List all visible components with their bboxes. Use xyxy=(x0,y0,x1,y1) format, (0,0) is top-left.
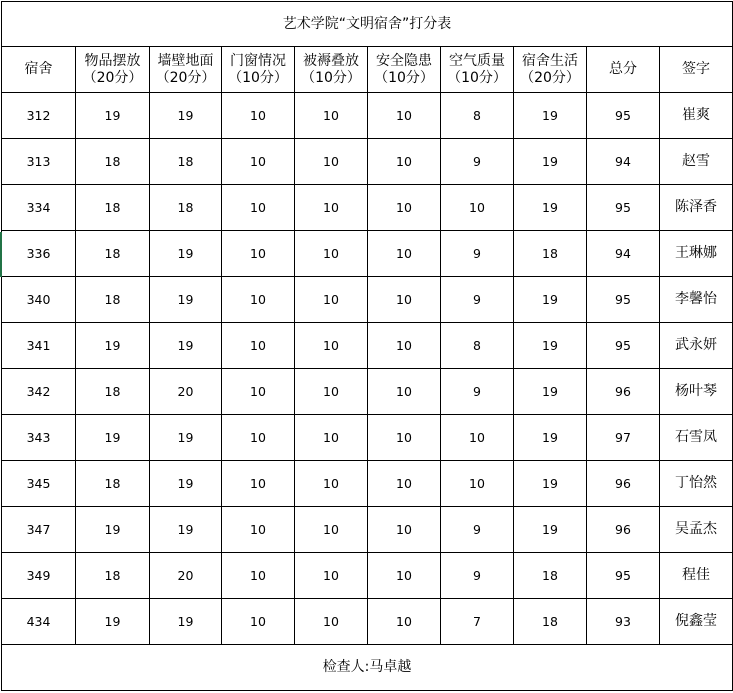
cell-dorm-life[interactable]: 19 xyxy=(514,369,587,415)
cell-safety[interactable]: 10 xyxy=(368,599,441,645)
cell-bedding[interactable]: 10 xyxy=(295,231,368,277)
cell-air-quality[interactable]: 10 xyxy=(441,415,514,461)
table-row xyxy=(2,323,733,369)
cell-walls-floor[interactable]: 19 xyxy=(150,461,222,507)
cell-doors-windows[interactable]: 10 xyxy=(222,599,295,645)
table-row xyxy=(2,415,733,461)
cell-safety[interactable]: 10 xyxy=(368,323,441,369)
cell-doors-windows[interactable]: 10 xyxy=(222,369,295,415)
cell-dorm[interactable]: 313 xyxy=(2,139,76,185)
table-row xyxy=(2,553,733,599)
cell-signature[interactable]: 杨叶琴 xyxy=(660,369,733,415)
cell-bedding[interactable]: 10 xyxy=(295,93,368,139)
cell-dorm[interactable]: 340 xyxy=(2,277,76,323)
cell-dorm[interactable]: 334 xyxy=(2,185,76,231)
cell-walls-floor[interactable]: 19 xyxy=(150,323,222,369)
header-row xyxy=(2,47,733,93)
cell-items[interactable]: 18 xyxy=(76,369,150,415)
cell-walls-floor[interactable]: 18 xyxy=(150,185,222,231)
cell-dorm[interactable]: 343 xyxy=(2,415,76,461)
cell-air-quality[interactable]: 9 xyxy=(441,139,514,185)
cell-items[interactable]: 19 xyxy=(76,599,150,645)
active-cell-indicator xyxy=(0,232,2,277)
cell-dorm-life[interactable]: 18 xyxy=(514,231,587,277)
table-row xyxy=(2,93,733,139)
cell-dorm[interactable]: 342 xyxy=(2,369,76,415)
cell-dorm[interactable]: 341 xyxy=(2,323,76,369)
cell-dorm-life[interactable]: 19 xyxy=(514,185,587,231)
cell-bedding[interactable]: 10 xyxy=(295,277,368,323)
cell-doors-windows[interactable]: 10 xyxy=(222,139,295,185)
cell-walls-floor[interactable]: 19 xyxy=(150,277,222,323)
cell-total[interactable]: 95 xyxy=(587,93,660,139)
cell-total[interactable]: 95 xyxy=(587,553,660,599)
cell-items[interactable]: 18 xyxy=(76,553,150,599)
cell-dorm[interactable]: 345 xyxy=(2,461,76,507)
inspector-footer[interactable]: 检查人:马卓越 xyxy=(2,645,733,691)
cell-signature[interactable]: 程佳 xyxy=(660,553,733,599)
cell-doors-windows[interactable]: 10 xyxy=(222,507,295,553)
cell-doors-windows[interactable]: 10 xyxy=(222,277,295,323)
cell-safety[interactable]: 10 xyxy=(368,185,441,231)
cell-walls-floor[interactable]: 20 xyxy=(150,369,222,415)
cell-safety[interactable]: 10 xyxy=(368,461,441,507)
cell-bedding[interactable]: 10 xyxy=(295,139,368,185)
cell-safety[interactable]: 10 xyxy=(368,231,441,277)
cell-doors-windows[interactable]: 10 xyxy=(222,461,295,507)
cell-dorm-life[interactable]: 19 xyxy=(514,461,587,507)
header-cell-safety[interactable]: 安全隐患 （10分） xyxy=(368,47,441,93)
table-row xyxy=(2,599,733,645)
cell-walls-floor[interactable]: 19 xyxy=(150,93,222,139)
cell-signature[interactable]: 武永妍 xyxy=(660,323,733,369)
cell-total[interactable]: 94 xyxy=(587,231,660,277)
cell-dorm-life[interactable]: 19 xyxy=(514,415,587,461)
sheet-title[interactable]: 艺术学院“文明宿舍”打分表 xyxy=(2,2,733,47)
cell-signature[interactable]: 王琳娜 xyxy=(660,231,733,277)
cell-dorm[interactable]: 347 xyxy=(2,507,76,553)
cell-walls-floor[interactable]: 19 xyxy=(150,599,222,645)
table-row xyxy=(2,507,733,553)
cell-signature[interactable]: 倪鑫莹 xyxy=(660,599,733,645)
table-row xyxy=(2,139,733,185)
cell-air-quality[interactable]: 9 xyxy=(441,553,514,599)
cell-dorm-life[interactable]: 19 xyxy=(514,323,587,369)
cell-signature[interactable]: 丁怡然 xyxy=(660,461,733,507)
cell-walls-floor[interactable]: 20 xyxy=(150,553,222,599)
cell-dorm-life[interactable]: 19 xyxy=(514,277,587,323)
table-row xyxy=(2,231,733,277)
header-cell-signature[interactable]: 签字 xyxy=(660,47,733,93)
cell-dorm[interactable]: 434 xyxy=(2,599,76,645)
cell-signature[interactable]: 吴孟杰 xyxy=(660,507,733,553)
cell-bedding[interactable]: 10 xyxy=(295,185,368,231)
cell-total[interactable]: 93 xyxy=(587,599,660,645)
header-cell-doors-windows[interactable]: 门窗情况 （10分） xyxy=(222,47,295,93)
cell-safety[interactable]: 10 xyxy=(368,93,441,139)
cell-total[interactable]: 97 xyxy=(587,415,660,461)
cell-dorm-life[interactable]: 19 xyxy=(514,139,587,185)
cell-walls-floor[interactable]: 19 xyxy=(150,231,222,277)
cell-air-quality[interactable]: 10 xyxy=(441,185,514,231)
cell-items[interactable]: 19 xyxy=(76,415,150,461)
cell-bedding[interactable]: 10 xyxy=(295,369,368,415)
cell-safety[interactable]: 10 xyxy=(368,369,441,415)
cell-items[interactable]: 18 xyxy=(76,277,150,323)
cell-air-quality[interactable]: 8 xyxy=(441,323,514,369)
cell-items[interactable]: 19 xyxy=(76,323,150,369)
cell-dorm[interactable]: 336 xyxy=(2,231,76,277)
header-cell-air-quality[interactable]: 空气质量 （10分） xyxy=(441,47,514,93)
cell-items[interactable]: 18 xyxy=(76,231,150,277)
cell-air-quality[interactable]: 8 xyxy=(441,93,514,139)
cell-dorm-life[interactable]: 19 xyxy=(514,93,587,139)
cell-total[interactable]: 94 xyxy=(587,139,660,185)
header-cell-bedding[interactable]: 被褥叠放 （10分） xyxy=(295,47,368,93)
cell-air-quality[interactable]: 9 xyxy=(441,369,514,415)
cell-air-quality[interactable]: 9 xyxy=(441,231,514,277)
cell-doors-windows[interactable]: 10 xyxy=(222,185,295,231)
header-cell-dorm-life[interactable]: 宿舍生活 （20分） xyxy=(514,47,587,93)
cell-items[interactable]: 18 xyxy=(76,185,150,231)
cell-items[interactable]: 19 xyxy=(76,93,150,139)
cell-air-quality[interactable]: 9 xyxy=(441,277,514,323)
header-cell-total[interactable]: 总分 xyxy=(587,47,660,93)
cell-safety[interactable]: 10 xyxy=(368,277,441,323)
cell-bedding[interactable]: 10 xyxy=(295,415,368,461)
cell-doors-windows[interactable]: 10 xyxy=(222,231,295,277)
cell-items[interactable]: 18 xyxy=(76,461,150,507)
cell-doors-windows[interactable]: 10 xyxy=(222,323,295,369)
cell-safety[interactable]: 10 xyxy=(368,415,441,461)
cell-dorm-life[interactable]: 18 xyxy=(514,553,587,599)
cell-air-quality[interactable]: 9 xyxy=(441,507,514,553)
cell-dorm[interactable]: 349 xyxy=(2,553,76,599)
cell-total[interactable]: 95 xyxy=(587,323,660,369)
table-row xyxy=(2,369,733,415)
cell-air-quality[interactable]: 7 xyxy=(441,599,514,645)
cell-signature[interactable]: 李馨怡 xyxy=(660,277,733,323)
cell-signature[interactable]: 石雪凤 xyxy=(660,415,733,461)
cell-total[interactable]: 95 xyxy=(587,277,660,323)
cell-bedding[interactable]: 10 xyxy=(295,507,368,553)
cell-total[interactable]: 96 xyxy=(587,369,660,415)
cell-walls-floor[interactable]: 19 xyxy=(150,507,222,553)
cell-bedding[interactable]: 10 xyxy=(295,323,368,369)
cell-dorm-life[interactable]: 19 xyxy=(514,507,587,553)
cell-air-quality[interactable]: 10 xyxy=(441,461,514,507)
cell-items[interactable]: 19 xyxy=(76,507,150,553)
header-cell-walls-floor[interactable]: 墙壁地面 （20分） xyxy=(150,47,222,93)
table-row xyxy=(2,185,733,231)
table-row xyxy=(2,277,733,323)
cell-safety[interactable]: 10 xyxy=(368,507,441,553)
cell-signature[interactable]: 陈泽香 xyxy=(660,185,733,231)
cell-bedding[interactable]: 10 xyxy=(295,553,368,599)
cell-doors-windows[interactable]: 10 xyxy=(222,415,295,461)
cell-safety[interactable]: 10 xyxy=(368,553,441,599)
cell-doors-windows[interactable]: 10 xyxy=(222,553,295,599)
cell-safety[interactable]: 10 xyxy=(368,139,441,185)
cell-dorm-life[interactable]: 18 xyxy=(514,599,587,645)
cell-bedding[interactable]: 10 xyxy=(295,461,368,507)
score-table xyxy=(1,1,733,691)
table-row xyxy=(2,461,733,507)
cell-total[interactable]: 95 xyxy=(587,185,660,231)
cell-doors-windows[interactable]: 10 xyxy=(222,93,295,139)
cell-walls-floor[interactable]: 19 xyxy=(150,415,222,461)
cell-signature[interactable]: 崔爽 xyxy=(660,93,733,139)
cell-signature[interactable]: 赵雪 xyxy=(660,139,733,185)
header-cell-dorm[interactable]: 宿舍 xyxy=(2,47,76,93)
cell-items[interactable]: 18 xyxy=(76,139,150,185)
cell-total[interactable]: 96 xyxy=(587,507,660,553)
cell-dorm[interactable]: 312 xyxy=(2,93,76,139)
cell-bedding[interactable]: 10 xyxy=(295,599,368,645)
cell-walls-floor[interactable]: 18 xyxy=(150,139,222,185)
header-cell-items[interactable]: 物品摆放 （20分） xyxy=(76,47,150,93)
cell-total[interactable]: 96 xyxy=(587,461,660,507)
